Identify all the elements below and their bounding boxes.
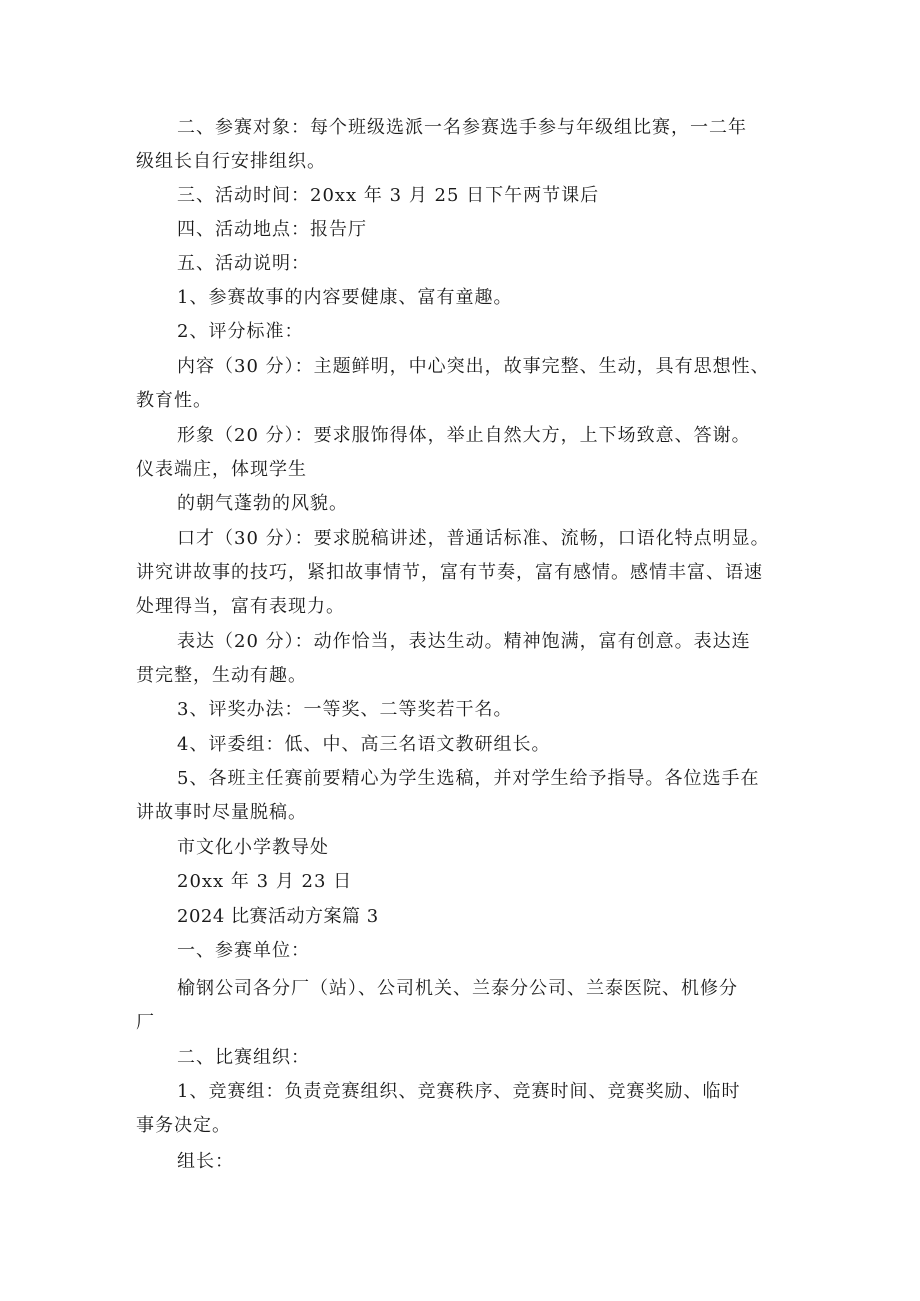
text-line: 三、活动时间：20xx 年 3 月 25 日下午两节课后: [177, 185, 600, 206]
text-line: 一、参赛单位：: [177, 940, 310, 961]
text-line: 仪表端庄，体现学生: [136, 459, 307, 480]
text-line: 厂: [136, 1012, 155, 1033]
text-line: 讲故事时尽量脱稿。: [136, 802, 307, 823]
text-line: 贯完整，生动有趣。: [136, 665, 307, 686]
text-line: 内容（30 分）：主题鲜明，中心突出，故事完整、生动，具有思想性、: [177, 356, 770, 377]
text-line: 4、评委组：低、中、高三名语文教研组长。: [177, 734, 551, 755]
text-line: 二、参赛对象：每个班级选派一名参赛选手参与年级组比赛，一二年: [177, 117, 747, 138]
text-line: 榆钢公司各分厂（站）、公司机关、兰泰分公司、兰泰医院、机修分: [177, 978, 738, 999]
text-line: 讲究讲故事的技巧，紧扣故事情节，富有节奏，富有感情。感情丰富、语速: [136, 562, 763, 583]
text-line: 的朝气蓬勃的风貌。: [177, 493, 348, 514]
text-line: 级组长自行安排组织。: [136, 151, 326, 172]
text-line: 5、各班主任赛前要精心为学生选稿，并对学生给予指导。各位选手在: [177, 768, 760, 789]
text-line: 2、评分标准：: [177, 321, 304, 342]
text-line: 形象（20 分）：要求服饰得体，举止自然大方，上下场致意、答谢。: [177, 425, 751, 446]
text-line: 教育性。: [136, 390, 212, 411]
signature-org: 市文化小学教导处: [177, 837, 329, 858]
text-line: 组长：: [177, 1151, 234, 1172]
signature-date: 20xx 年 3 月 23 日: [177, 871, 353, 892]
text-line: 口才（30 分）：要求脱稿讲述，普通话标准、流畅，口语化特点明显。: [177, 528, 770, 549]
text-line: 五、活动说明：: [177, 253, 310, 274]
text-line: 表达（20 分）：动作恰当，表达生动。精神饱满，富有创意。表达连: [177, 631, 751, 652]
text-line: 二、比赛组织：: [177, 1047, 310, 1068]
text-line: 1、参赛故事的内容要健康、富有童趣。: [177, 287, 513, 308]
text-line: 3、评奖办法：一等奖、二等奖若干名。: [177, 699, 513, 720]
text-line: 处理得当，富有表现力。: [136, 596, 345, 617]
text-line: 事务决定。: [136, 1115, 231, 1136]
section-title: 2024 比赛活动方案篇 3: [177, 906, 379, 927]
text-line: 1、竞赛组：负责竞赛组织、竞赛秩序、竞赛时间、竞赛奖励、临时: [177, 1081, 741, 1102]
text-line: 四、活动地点：报告厅: [177, 219, 367, 240]
